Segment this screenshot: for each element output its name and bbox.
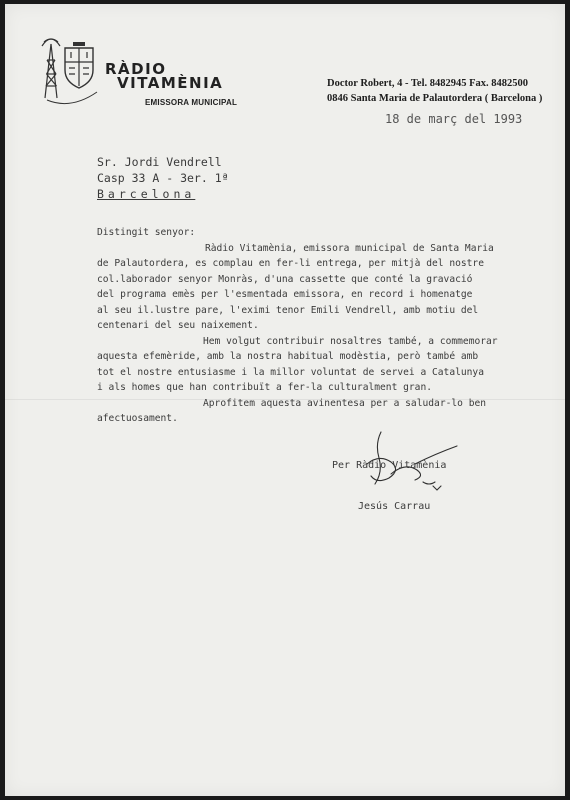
body-line: col.laborador senyor Monràs, d'una cassette que conté la gravació xyxy=(97,273,473,285)
body-line: i als homes que han contribuït a fer-la culturalment gran. xyxy=(97,382,433,393)
letter-date: 18 de març del 1993 xyxy=(385,112,523,126)
body-line: aquesta efemèride, amb la nostra habitual modèstia, però també amb xyxy=(97,351,479,362)
address-line2: 0846 Santa Maria de Palautordera ( Barcelona ) xyxy=(327,93,543,104)
brand-name-line2: VITAMÈNIA xyxy=(117,74,224,92)
brand-name-line1: RÀDIO xyxy=(105,60,167,78)
recipient-name: Sr. Jordi Vendrell xyxy=(97,155,222,169)
body-line: Ràdio Vitamènia, emissora municipal de Santa Maria xyxy=(205,242,494,254)
letter-sheet xyxy=(5,4,565,796)
recipient-street: Casp 33 A - 3er. 1ª xyxy=(97,171,229,185)
recipient-block xyxy=(97,154,229,202)
body-line: afectuosament. xyxy=(97,413,178,424)
radio-tower-crest-icon xyxy=(41,38,103,108)
salutation: Distingit senyor: xyxy=(97,227,196,238)
brand-subtitle: EMISSORA MUNICIPAL xyxy=(145,98,238,107)
brand-name xyxy=(105,62,235,90)
letter-body xyxy=(97,225,563,427)
closing-line: Per Ràdio Vitamènia xyxy=(332,460,447,471)
address-line1: Doctor Robert, 4 - Tel. 8482945 Fax. 8482500 xyxy=(327,78,529,89)
signer-name: Jesús Carrau xyxy=(358,501,431,512)
recipient-city: Barcelona xyxy=(97,187,196,201)
letterhead-address xyxy=(327,76,563,106)
body-line: Hem volgut contribuir nosaltres també, a commemorar xyxy=(203,335,498,347)
body-line: al seu il.lustre pare, l'eximi tenor Emili Vendrell, amb motiu del xyxy=(97,304,479,316)
body-line: Aprofitem aquesta avinentesa per a saludar-lo ben xyxy=(203,397,487,409)
body-line: centenari del seu naixement. xyxy=(97,320,259,331)
body-line: de Palautordera, es complau en fer-li entrega, per mitjà del nostre xyxy=(97,258,484,269)
body-line: del programa emès per l'esmentada emissora, en record i homenatge xyxy=(97,289,473,300)
body-line: tot el nostre entusiasme i la millor voluntat de servei a Catalunya xyxy=(97,366,484,378)
